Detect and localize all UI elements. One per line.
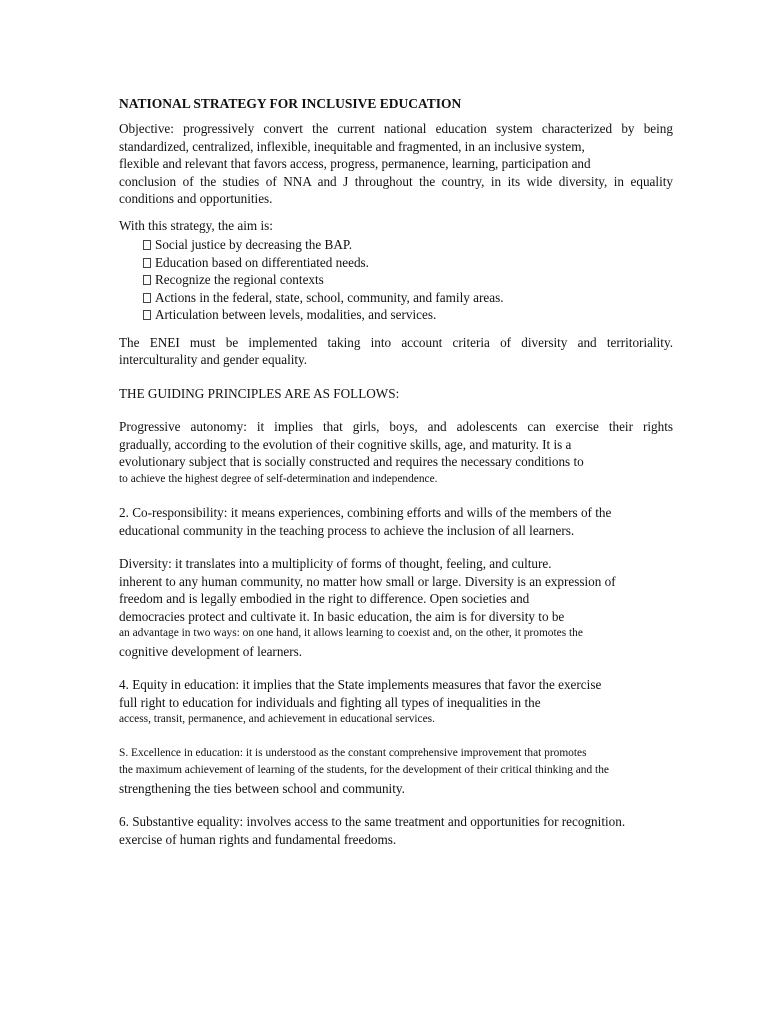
enei-line: interculturality and gender equality. (119, 352, 308, 367)
objective-line: conditions and opportunities. (119, 191, 273, 206)
checkbox-bullet-icon (143, 310, 151, 320)
checkbox-bullet-icon (143, 258, 151, 268)
list-item: Actions in the federal, state, school, community, and family areas. (143, 289, 673, 307)
objective-line: Objective: progressively convert the current national education system characterized by being (119, 121, 673, 136)
principles-heading: THE GUIDING PRINCIPLES ARE AS FOLLOWS: (119, 385, 400, 401)
principle-equality: 6. Substantive equality: involves access to the same treatment and opportunities for recognition. exercise of human rights and fundamental freedoms. (119, 814, 626, 847)
list-item: Education based on differentiated needs. (143, 254, 673, 272)
list-item: Articulation between levels, modalities, and services. (143, 306, 673, 324)
principle-diversity: Diversity: it translates into a multiplicity of forms of thought, feeling, and culture. inherent to any human community, no matter how small or large. Diversity is an expression of freedom and is legally embodied in the right to difference. Open societies and democracies protect and cultivate it. In basic education, the aim is for diversity to be an advantage in two ways: on one hand, it allows learning to coexist and, on the other, it promotes the cognitive development of learners. (119, 556, 616, 659)
principle-equity: 4. Equity in education: it implies that the State implements measures that favor the exercise full right to education for individuals and fighting all types of inequalities in the access, transit, permanence, and achievement in educational services. (119, 677, 602, 725)
objective-line: standardized, centralized, inflexible, inequitable and fragmented, in an inclusive system, (119, 138, 585, 154)
aim-intro: With this strategy, the aim is: (119, 217, 273, 233)
checkbox-bullet-icon (143, 275, 151, 285)
checkbox-bullet-icon (143, 293, 151, 303)
principle-coresponsibility: 2. Co-responsibility: it means experiences, combining efforts and wills of the members of the educational community in the teaching process to achieve the inclusion of all learners. (119, 505, 612, 538)
principle-excellence: S. Excellence in education: it is understood as the constant comprehensive improvement that promotes the maximum achievement of learning of the students, for the development of their critical thinking and the strengthening the ties between school and community. (119, 746, 609, 796)
list-item: Recognize the regional contexts (143, 271, 673, 289)
aims-list (143, 236, 673, 324)
enei-line: The ENEI must be implemented taking into account criteria of diversity and territoriality. (119, 334, 673, 350)
checkbox-bullet-icon (143, 240, 151, 250)
document-title: NATIONAL STRATEGY FOR INCLUSIVE EDUCATION (119, 96, 462, 111)
objective-line: flexible and relevant that favors access, progress, permanence, learning, participation and (119, 156, 591, 171)
document-page (119, 95, 673, 848)
list-item: Social justice by decreasing the BAP. (143, 236, 673, 254)
enei-paragraph (119, 334, 673, 369)
principle-autonomy: Progressive autonomy: it implies that girls, boys, and adolescents can exercise their rights gradually, according to the evolution of their cognitive skills, age, and maturity. It is a evolutionary subject that is socially constructed and requires the necessary conditions to to achieve the highest degree of self-determination and independence. (119, 419, 673, 485)
objective-paragraph (119, 120, 673, 208)
objective-line: conclusion of the studies of NNA and J throughout the country, in its wide diversity, in equality (119, 173, 673, 189)
